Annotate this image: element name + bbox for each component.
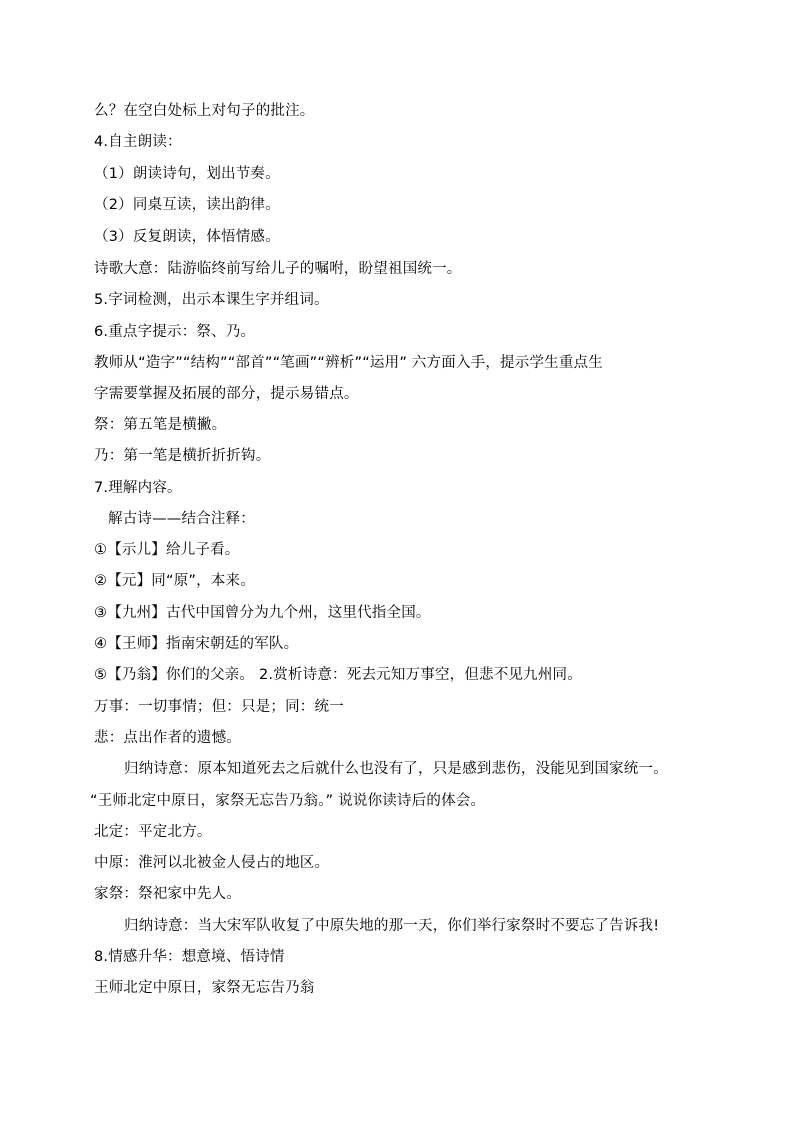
text-line: 诗歌大意：陆游临终前写给儿子的嘱咐，盼望祖国统一。 bbox=[94, 261, 462, 277]
text-line: （2）同桌互读，读出韵律。 bbox=[94, 197, 280, 213]
text-line: 6.重点字提示：祭、乃。 bbox=[94, 324, 256, 340]
text-line: 7.理解内容。 bbox=[94, 480, 182, 496]
text-line: 教师从“造字”“结构”“部首”“笔画”“辨析”“运用” 六方面入手，提示学生重点生 bbox=[94, 355, 603, 371]
text-line: 乃：第一笔是横折折折钩。 bbox=[94, 448, 271, 464]
text-line: 王师北定中原日，家祭无忘告乃翁 bbox=[94, 980, 315, 996]
text-line: （3）反复朗读，体悟情感。 bbox=[94, 229, 280, 245]
text-line: “王师北定中原日，家祭无忘告乃翁。” 说说你读诗后的体会。 bbox=[90, 793, 486, 809]
text-line: ②【元】同“原”，本来。 bbox=[94, 573, 255, 589]
text-line: 解古诗——结合注释： bbox=[108, 511, 255, 527]
text-line: 祭：第五笔是横撇。 bbox=[94, 417, 227, 433]
text-line: 悲：点出作者的遗憾。 bbox=[94, 730, 241, 746]
text-line: 字需要掌握及拓展的部分，提示易错点。 bbox=[94, 386, 359, 402]
text-line: 北定：平定北方。 bbox=[94, 824, 212, 840]
text-line: （1）朗读诗句，划出节奏。 bbox=[94, 166, 280, 182]
text-line: ⑤【乃翁】你们的父亲。 2.赏析诗意：死去元知万事空，但悲不见九州同。 bbox=[94, 667, 582, 683]
text-line: 5.字词检测，出示本课生字并组词。 bbox=[94, 292, 329, 308]
text-line: 么？在空白处标上对句子的批注。 bbox=[94, 103, 315, 119]
text-line: ①【示儿】给儿子看。 bbox=[94, 542, 240, 558]
text-line: ③【九州】古代中国曾分为九个州，这里代指全国。 bbox=[94, 605, 431, 621]
text-line: 中原：淮河以北被金人侵占的地区。 bbox=[94, 855, 330, 871]
text-line: 家祭：祭祀家中先人。 bbox=[94, 886, 241, 902]
text-line: 8.情感升华：想意境、悟诗情 bbox=[94, 949, 285, 965]
text-line: 4.自主朗读： bbox=[94, 134, 182, 150]
text-line: ④【王师】指南宋朝廷的军队。 bbox=[94, 636, 299, 652]
text-line: 归纳诗意：当大宋军队收复了中原失地的那一天，你们举行家祭时不要忘了告诉我! bbox=[124, 918, 660, 934]
text-line: 归纳诗意：原本知道死去之后就什么也没有了，只是感到悲伤，没能见到国家统一。 bbox=[124, 761, 668, 777]
text-line: 万事：一切事情；但：只是；同：统一 bbox=[94, 699, 344, 715]
